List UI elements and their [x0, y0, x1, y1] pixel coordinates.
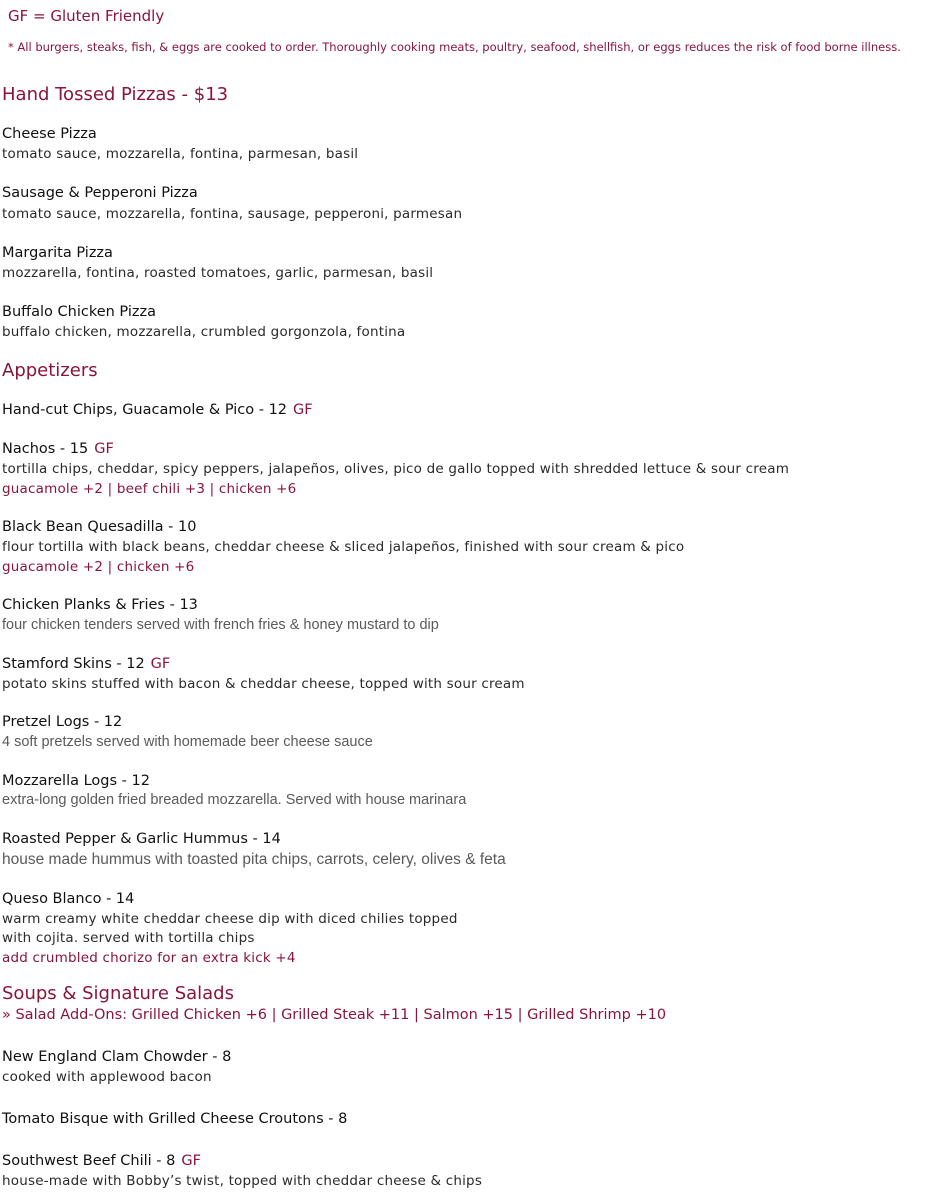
menu-item-description-line-2: with cojita. served with tortilla chips — [2, 930, 255, 946]
gluten-friendly-badge: GF — [181, 1153, 201, 1169]
menu-item-name — [2, 656, 170, 672]
menu-item-description: tortilla chips, cheddar, spicy peppers, jalapeños, olives, pico de gallo topped with shredded lettuce & sour cream — [2, 461, 790, 477]
menu-item-description: four chicken tenders served with french fries & honey mustard to dip — [2, 617, 439, 633]
menu-item-name-text: Nachos - 15 — [2, 441, 89, 457]
menu-item-name — [2, 1153, 201, 1169]
menu-item-name: Margarita Pizza — [2, 245, 113, 261]
menu-item-description: potato skins stuffed with bacon & cheddar cheese, topped with sour cream — [2, 676, 525, 692]
menu-item-description: tomato sauce, mozzarella, fontina, sausage, pepperoni, parmesan — [2, 206, 463, 222]
menu-item-description: 4 soft pretzels served with homemade beer cheese sauce — [2, 734, 373, 750]
gf-legend: GF = Gluten Friendly — [8, 7, 165, 25]
menu-item-name: Black Bean Quesadilla - 10 — [2, 519, 197, 535]
salad-addons: » Salad Add-Ons: Grilled Chicken +6 | Grilled Steak +11 | Salmon +15 | Grilled Shrimp +10 — [2, 1007, 667, 1023]
section-title-appetizers: Appetizers — [2, 360, 98, 381]
menu-item-name: Cheese Pizza — [2, 126, 97, 142]
menu-item-name: Mozzarella Logs - 12 — [2, 773, 150, 789]
menu-item-description: cooked with applewood bacon — [2, 1069, 212, 1085]
menu-item-name: Pretzel Logs - 12 — [2, 714, 123, 730]
menu-item-description: mozzarella, fontina, roasted tomatoes, garlic, parmesan, basil — [2, 265, 434, 281]
menu-item-name — [2, 402, 313, 418]
menu-item-description: tomato sauce, mozzarella, fontina, parmesan, basil — [2, 146, 359, 162]
menu-item-name — [2, 441, 114, 457]
menu-item-name: Queso Blanco - 14 — [2, 891, 135, 907]
menu-item-name-text: Stamford Skins - 12 — [2, 656, 145, 672]
gluten-friendly-badge: GF — [293, 402, 313, 418]
menu-item-description: house made hummus with toasted pita chips, carrots, celery, olives & feta — [2, 851, 506, 868]
food-safety-disclaimer: * All burgers, steaks, fish, & eggs are cooked to order. Thoroughly cooking meats, poultry, seafood, shellfish, or eggs reduces the risk of food borne illness. — [8, 40, 901, 54]
menu-item-description: buffalo chicken, mozzarella, crumbled gorgonzola, fontina — [2, 324, 406, 340]
menu-item-name: Chicken Planks & Fries - 13 — [2, 597, 198, 613]
menu-item-description: warm creamy white cheddar cheese dip with diced chilies topped — [2, 911, 458, 927]
menu-item-name: Sausage & Pepperoni Pizza — [2, 185, 198, 201]
gluten-friendly-badge: GF — [150, 656, 171, 672]
menu-item-name-text: Southwest Beef Chili - 8 — [2, 1153, 176, 1169]
menu-item-name: Buffalo Chicken Pizza — [2, 304, 156, 320]
menu-item-description: house-made with Bobby’s twist, topped with cheddar cheese & chips — [2, 1173, 483, 1189]
menu-item-name-text: Hand-cut Chips, Guacamole & Pico - 12 — [2, 402, 288, 418]
section-title-soups-salads: Soups & Signature Salads — [2, 983, 234, 1004]
menu-item-addons: guacamole +2 | chicken +6 — [2, 559, 195, 575]
menu-item-addons: guacamole +2 | beef chili +3 | chicken +6 — [2, 481, 297, 497]
menu-item-addons: add crumbled chorizo for an extra kick +4 — [2, 950, 296, 966]
gluten-friendly-badge: GF — [94, 441, 114, 457]
menu-item-name: New England Clam Chowder - 8 — [2, 1049, 232, 1065]
section-title-pizzas: Hand Tossed Pizzas - $13 — [2, 84, 229, 105]
menu-item-description: extra-long golden fried breaded mozzarella. Served with house marinara — [2, 792, 467, 808]
menu-item-name: Tomato Bisque with Grilled Cheese Croutons - 8 — [2, 1111, 348, 1127]
menu-item-description: flour tortilla with black beans, cheddar cheese & sliced jalapeños, finished with sour cream & pico — [2, 539, 685, 555]
menu-item-name: Roasted Pepper & Garlic Hummus - 14 — [2, 831, 281, 847]
